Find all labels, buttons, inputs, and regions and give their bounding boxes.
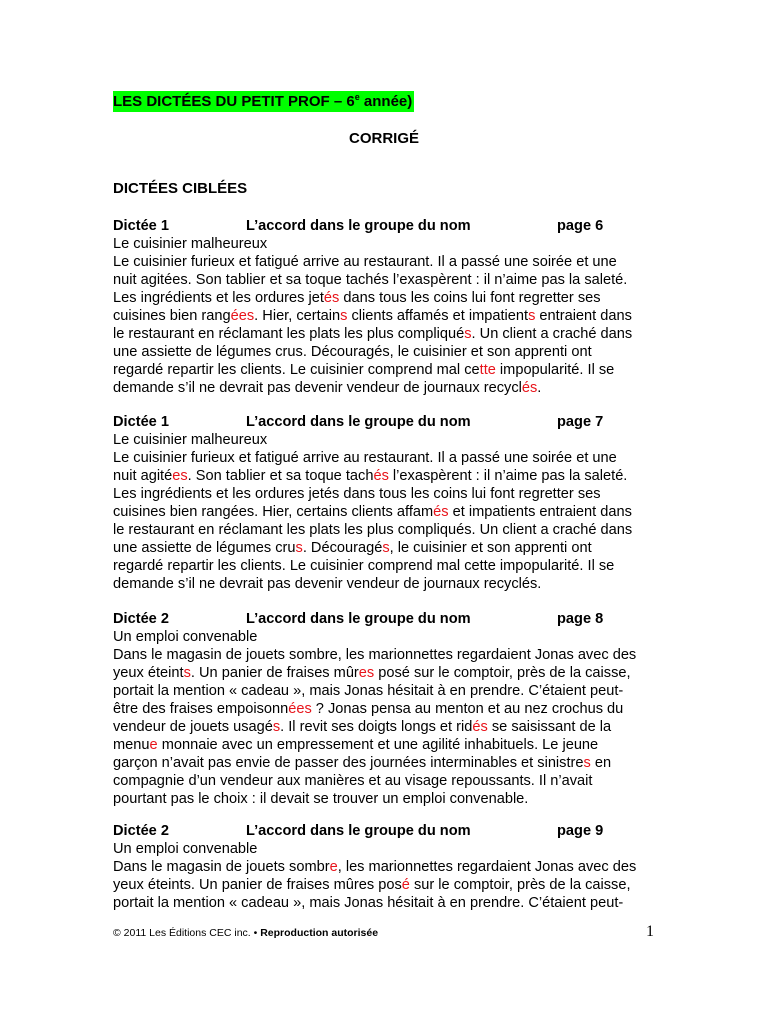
text-segment: posé sur le comptoir, près de la caisse, [374,665,631,681]
correction-mark: é [401,877,410,893]
dictee-number: Dictée 1 [113,218,169,234]
correction-mark: és [373,468,389,484]
text-segment: demande s’il ne devrait pas devenir vendeur de journaux recyclés. [113,576,542,592]
correction-mark: és [472,719,488,735]
text-segment: et impatients entraient dans [448,504,632,520]
text-segment: vendeur de jouets usagé [113,719,273,735]
text-line [113,307,658,325]
dictee-page: page 9 [557,823,604,839]
dictee-header [113,217,658,235]
title-superscript: e [354,92,360,102]
text-line [113,876,658,894]
text-segment: impopularité. Il se [495,362,615,378]
correction-mark: ées [230,308,255,324]
correction-mark: s [183,665,191,681]
page-number: 1 [646,923,654,940]
text-segment: cuisines bien rangées. Hier, certains clients affam [113,504,434,520]
correction-mark: e [329,859,338,875]
text-line [113,754,658,772]
dictee-subtitle: Un emploi convenable [113,841,258,857]
correction-mark: es [358,665,375,681]
dictee-block [113,413,658,593]
correction-mark: e [149,737,158,753]
footer-copyright [113,927,378,939]
text-segment: . [537,380,542,396]
corrige-heading: CORRIGÉ [348,130,419,147]
text-segment: Les ingrédients et les ordures jetés dans tous les coins lui font regretter ses [113,486,601,502]
correction-mark: s [295,540,303,556]
dictee-page: page 6 [557,218,604,234]
text-segment: yeux éteints. Un panier de fraises mûres pos [113,877,402,893]
text-line [113,790,658,808]
text-line [113,858,658,876]
text-line [113,379,658,397]
text-line [113,557,658,575]
text-line [113,736,658,754]
correction-mark: s [464,326,472,342]
footer-copyright-text: © 2011 Les Éditions CEC inc. • [113,927,261,939]
text-line [113,467,658,485]
text-segment: regardé repartir les clients. Le cuisinier comprend mal cette impopularité. Il se [113,558,615,574]
dictee-number: Dictée 2 [113,611,169,627]
text-segment: . Il revit ses doigts longs et rid [280,719,473,735]
correction-mark: s [272,719,281,735]
text-segment: en [590,755,612,771]
dictee-header [113,413,658,431]
text-segment: . Hier, certain [254,308,341,324]
text-segment: demande s’il ne devrait pas devenir vendeur de journaux recycl [113,380,522,396]
dictee-topic: L’accord dans le groupe du nom [246,823,471,839]
text-segment: yeux éteint [113,665,184,681]
text-line [113,521,658,539]
text-segment: . Son tablier et sa toque tach [187,468,374,484]
dictee-subtitle: Le cuisinier malheureux [113,432,268,448]
correction-mark: s [382,540,390,556]
text-segment: l’exaspèrent : il n’aime pas la saleté. [388,468,628,484]
text-line [113,646,658,664]
correction-mark: és [323,290,340,306]
text-segment: menu [113,737,150,753]
dictee-topic: L’accord dans le groupe du nom [246,611,471,627]
text-line [113,343,658,361]
text-segment: le restaurant en réclamant les plats les plus compliqués. Un client a craché dans [113,522,633,538]
dictee-header [113,610,658,628]
text-segment: une assiette de légumes cru [113,540,296,556]
title-text: LES DICTÉES DU PETIT PROF – 6 [113,93,355,110]
text-line [113,772,658,790]
dictee-number: Dictée 2 [113,823,169,839]
dictee-topic: L’accord dans le groupe du nom [246,414,471,430]
correction-mark: tte [479,362,496,378]
text-segment: une assiette de légumes crus. Découragés, le cuisinier et son apprenti ont [113,344,592,360]
dictee-topic: L’accord dans le groupe du nom [246,218,471,234]
text-segment: sur le comptoir, près de la caisse, [409,877,631,893]
text-line [113,361,658,379]
text-line [113,700,658,718]
text-segment: . Un panier de fraises mûr [190,665,359,681]
dictee-block [113,822,658,912]
text-line [113,682,658,700]
text-segment: nuit agitées. Son tablier et sa toque tachés l’exaspèrent : il n’aime pas la saleté. [113,272,628,288]
text-segment: portait la mention « cadeau », mais Jonas hésitait à en prendre. C’étaient peut- [113,683,624,699]
text-segment: portait la mention « cadeau », mais Jonas hésitait à en prendre. C’étaient peut- [113,895,624,911]
text-line [113,718,658,736]
text-line [113,664,658,682]
text-segment: regardé repartir les clients. Le cuisinier comprend mal ce [113,362,480,378]
correction-mark: s [583,755,591,771]
text-segment: cuisines bien rang [113,308,231,324]
text-line [113,575,658,593]
text-segment: dans tous les coins lui font regretter ses [339,290,601,306]
text-segment: nuit agité [113,468,173,484]
text-segment: compagnie d’un vendeur aux manières et au visage repoussants. Il n’avait [113,773,593,789]
text-segment: ? Jonas pensa au menton et au nez crochus du [311,701,624,717]
footer-rights-text: Reproduction autorisée [260,927,379,939]
correction-mark: s [340,308,348,324]
text-segment: pourtant pas le choix : il devait se trouver un emploi convenable. [113,791,529,807]
text-line [113,539,658,557]
text-segment: Le cuisinier furieux et fatigué arrive au restaurant. Il a passé une soirée et une [113,254,617,270]
text-segment: Les ingrédients et les ordures jet [113,290,324,306]
dictee-block [113,217,658,397]
text-segment: se saisissant de la [487,719,612,735]
text-segment: entraient dans [535,308,632,324]
text-segment: le restaurant en réclamant les plats les plus compliqué [113,326,465,342]
text-line [113,253,658,271]
section-heading: DICTÉES CIBLÉES [113,180,248,197]
document-title [113,91,414,112]
dictee-subtitle: Le cuisinier malheureux [113,236,268,252]
text-segment: . Un client a craché dans [471,326,633,342]
text-line [113,485,658,503]
text-segment: clients affamés et impatient [347,308,529,324]
correction-mark: es [172,468,188,484]
dictee-header [113,822,658,840]
text-segment: être des fraises empoisonn [113,701,289,717]
text-line [113,894,658,912]
text-segment: garçon n’avait pas envie de passer des journées interminables et sinistre [113,755,584,771]
text-segment: , les marionnettes regardaient Jonas avec des [337,859,637,875]
title-text-end: année) [359,93,413,110]
text-segment: Dans le magasin de jouets sombre, les marionnettes regardaient Jonas avec des [113,647,637,663]
dictee-page: page 7 [557,414,604,430]
text-segment: Dans le magasin de jouets sombr [113,859,330,875]
text-line [113,449,658,467]
text-segment: . Découragé [302,540,383,556]
text-line [113,503,658,521]
text-line [113,271,658,289]
text-line [113,289,658,307]
text-segment: monnaie avec un empressement et une agilité inhabituels. Le jeune [157,737,599,753]
dictee-number: Dictée 1 [113,414,169,430]
dictee-subtitle: Un emploi convenable [113,629,258,645]
text-segment: Le cuisinier furieux et fatigué arrive au restaurant. Il a passé une soirée et une [113,450,617,466]
text-line [113,325,658,343]
correction-mark: s [528,308,536,324]
dictee-page: page 8 [557,611,604,627]
dictee-block [113,610,658,808]
correction-mark: és [521,380,538,396]
text-segment: , le cuisinier et son apprenti ont [389,540,592,556]
correction-mark: ées [288,701,312,717]
correction-mark: és [433,504,449,520]
